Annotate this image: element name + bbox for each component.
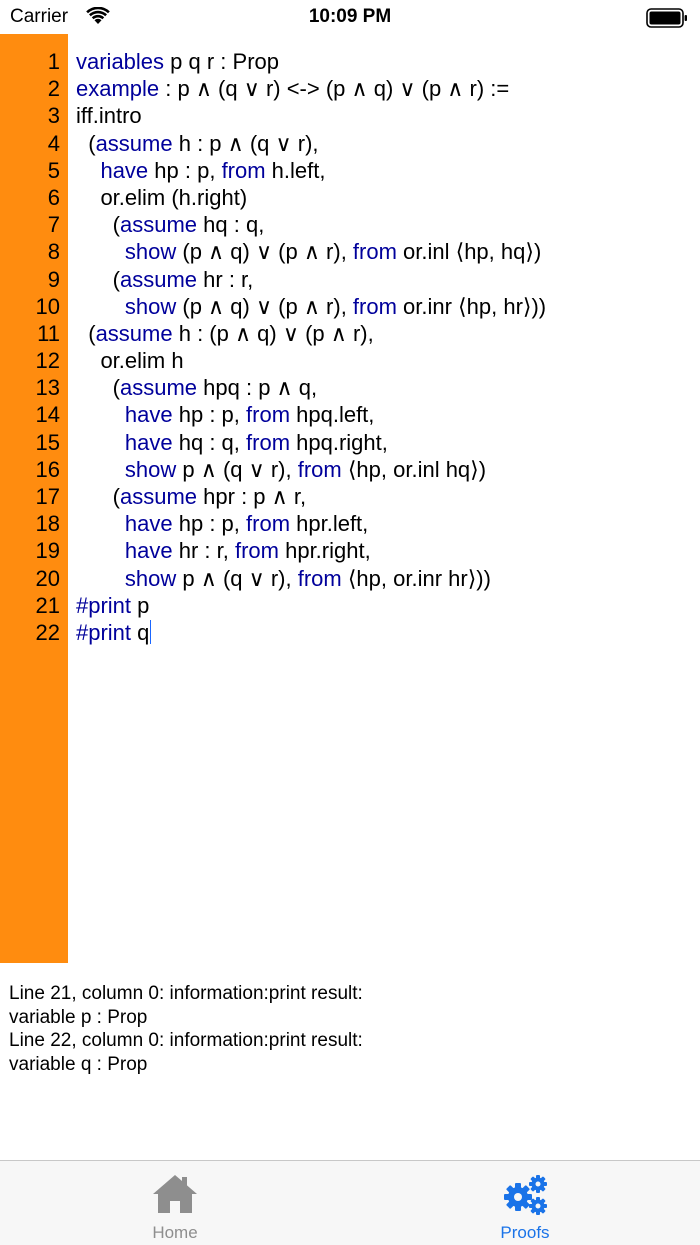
code-keyword: from (297, 565, 342, 591)
tab-home-label: Home (152, 1223, 198, 1242)
code-line[interactable] (76, 592, 696, 619)
code-text: ( (76, 266, 120, 292)
output-line: Line 21, column 0: information:print result: (9, 983, 363, 1004)
clock: 10:09 PM (308, 6, 392, 27)
home-icon (150, 1171, 200, 1217)
code-text (76, 566, 125, 591)
line-number-gutter (0, 34, 68, 963)
code-text: ⟨hp, or.inr hr⟩)) (341, 565, 491, 591)
line-number: 22 (35, 619, 60, 645)
code-text (76, 511, 125, 536)
code-text (76, 538, 125, 563)
code-keyword: from (246, 511, 291, 537)
code-text: ( (76, 484, 120, 509)
code-text: ( (76, 212, 120, 238)
code-line[interactable] (76, 565, 696, 592)
code-text: (p ∧ q) ∨ (p ∧ r), (176, 239, 353, 265)
line-number: 19 (35, 538, 60, 564)
code-keyword: from (246, 402, 291, 428)
code-text: p ∧ (q ∨ r), (176, 565, 298, 591)
code-text (76, 239, 125, 264)
line-number: 9 (47, 266, 60, 292)
code-line[interactable] (76, 48, 696, 75)
code-keyword: assume (120, 484, 198, 509)
code-keyword: have (100, 157, 149, 183)
code-keyword: have (124, 429, 173, 455)
code-text: p ∧ (q ∨ r), (176, 456, 298, 482)
code-text: hr : r, (172, 538, 235, 564)
line-numbers (0, 48, 60, 646)
tab-bar (0, 1160, 700, 1245)
line-number: 5 (47, 157, 60, 183)
code-line[interactable] (76, 619, 696, 646)
code-text: q (131, 619, 150, 645)
code-line[interactable] (76, 157, 696, 184)
line-number: 2 (47, 76, 60, 102)
code-text (76, 402, 125, 427)
code-text: hpr.left, (290, 511, 369, 537)
code-text: hpq.right, (290, 429, 388, 455)
gears-icon (500, 1171, 550, 1217)
code-keyword: #print (76, 592, 132, 618)
code-text: ⟨hp, or.inl hq⟩) (341, 456, 487, 482)
code-keyword: assume (95, 320, 173, 346)
code-keyword: assume (120, 212, 198, 238)
code-keyword: from (352, 293, 397, 319)
output-panel (9, 982, 689, 1076)
code-line[interactable] (76, 401, 696, 428)
code-text: hp : p, (148, 157, 222, 183)
code-keyword: #print (76, 619, 132, 645)
line-number: 20 (35, 565, 60, 591)
line-number: 1 (47, 49, 60, 74)
line-number: 12 (35, 348, 60, 374)
output-line: Line 22, column 0: information:print result: (9, 1030, 363, 1051)
code-keyword: from (221, 157, 266, 183)
code-text: h.left, (265, 157, 326, 183)
code-keyword: example (76, 76, 160, 102)
code-line[interactable] (76, 293, 696, 320)
code-line[interactable] (76, 184, 696, 211)
code-text: iff.intro (76, 103, 142, 129)
code-text: or.elim (h.right) (76, 184, 248, 210)
code-line[interactable] (76, 75, 696, 102)
code-text: p q r : Prop (164, 49, 279, 74)
code-text: hq : q, (197, 212, 265, 238)
code-text: : p ∧ (q ∨ r) <-> (p ∧ q) ∨ (p ∧ r) := (159, 76, 510, 102)
code-keyword: assume (120, 266, 198, 292)
code-text: h : p ∧ (q ∨ r), (172, 130, 319, 156)
code-line[interactable] (76, 456, 696, 483)
code-text: hp : p, (172, 402, 247, 428)
code-keyword: assume (95, 130, 173, 156)
code-text (76, 294, 125, 319)
code-area[interactable] (76, 48, 696, 646)
line-number: 16 (35, 456, 60, 482)
code-text: or.inr ⟨hp, hr⟩)) (396, 293, 547, 319)
code-keyword: from (246, 429, 291, 455)
code-text: hpr.right, (278, 538, 371, 564)
code-line[interactable] (76, 483, 696, 510)
code-keyword: from (352, 239, 397, 265)
battery-icon (646, 8, 688, 33)
code-text: (p ∧ q) ∨ (p ∧ r), (176, 293, 353, 319)
code-keyword: have (124, 511, 173, 537)
output-line: variable p : Prop (9, 1006, 148, 1028)
code-keyword: show (124, 293, 177, 319)
code-text: p (131, 592, 150, 618)
text-caret (150, 620, 151, 644)
line-number: 10 (35, 293, 60, 319)
line-number: 17 (35, 484, 60, 509)
status-bar (0, 0, 700, 34)
code-text: hpr : p ∧ r, (197, 484, 307, 509)
code-text: hpq.left, (290, 402, 375, 428)
code-text (76, 430, 125, 455)
code-line[interactable] (76, 211, 696, 238)
code-editor[interactable] (0, 34, 700, 963)
code-line[interactable] (76, 130, 696, 157)
code-text: h : (p ∧ q) ∨ (p ∧ r), (172, 320, 374, 346)
code-line[interactable] (76, 238, 696, 265)
code-text: or.elim h (76, 348, 184, 374)
code-line[interactable] (76, 320, 696, 347)
code-text: ( (76, 375, 120, 401)
tab-proofs-label: Proofs (500, 1223, 550, 1242)
code-text: ( (76, 130, 96, 156)
code-text (76, 457, 125, 482)
code-keyword: have (124, 538, 173, 564)
code-text: ( (76, 320, 96, 346)
line-number: 7 (47, 212, 60, 238)
code-keyword: show (124, 565, 177, 591)
code-text: hr : r, (197, 266, 254, 292)
code-keyword: from (297, 456, 342, 482)
line-number: 13 (35, 375, 60, 401)
code-text (76, 158, 100, 183)
line-number: 6 (47, 184, 60, 210)
code-keyword: from (234, 538, 279, 564)
line-number: 8 (47, 239, 60, 265)
line-number: 11 (37, 320, 60, 346)
tab-proofs[interactable] (425, 1161, 625, 1245)
tab-home[interactable] (75, 1161, 275, 1245)
code-line[interactable] (76, 429, 696, 456)
code-text: hq : q, (172, 429, 247, 455)
code-line[interactable] (76, 102, 696, 129)
line-number: 15 (35, 429, 60, 455)
line-number: 3 (47, 103, 60, 129)
code-keyword: assume (120, 375, 198, 401)
line-number: 21 (35, 592, 60, 618)
line-number: 4 (47, 130, 60, 156)
carrier-label: Carrier (10, 6, 69, 27)
code-line[interactable] (76, 510, 696, 537)
code-keyword: show (124, 456, 177, 482)
code-text: hpq : p ∧ q, (197, 375, 318, 401)
code-keyword: have (124, 402, 173, 428)
code-text: hp : p, (172, 511, 247, 537)
code-line[interactable] (76, 374, 696, 401)
code-line[interactable] (76, 266, 696, 293)
output-line: variable q : Prop (9, 1053, 148, 1075)
code-line[interactable] (76, 347, 696, 374)
code-keyword: show (124, 239, 177, 265)
code-keyword: variables (76, 49, 165, 74)
line-number: 18 (35, 511, 60, 537)
code-text: or.inl ⟨hp, hq⟩) (396, 239, 542, 265)
code-line[interactable] (76, 537, 696, 564)
line-number: 14 (35, 402, 60, 428)
